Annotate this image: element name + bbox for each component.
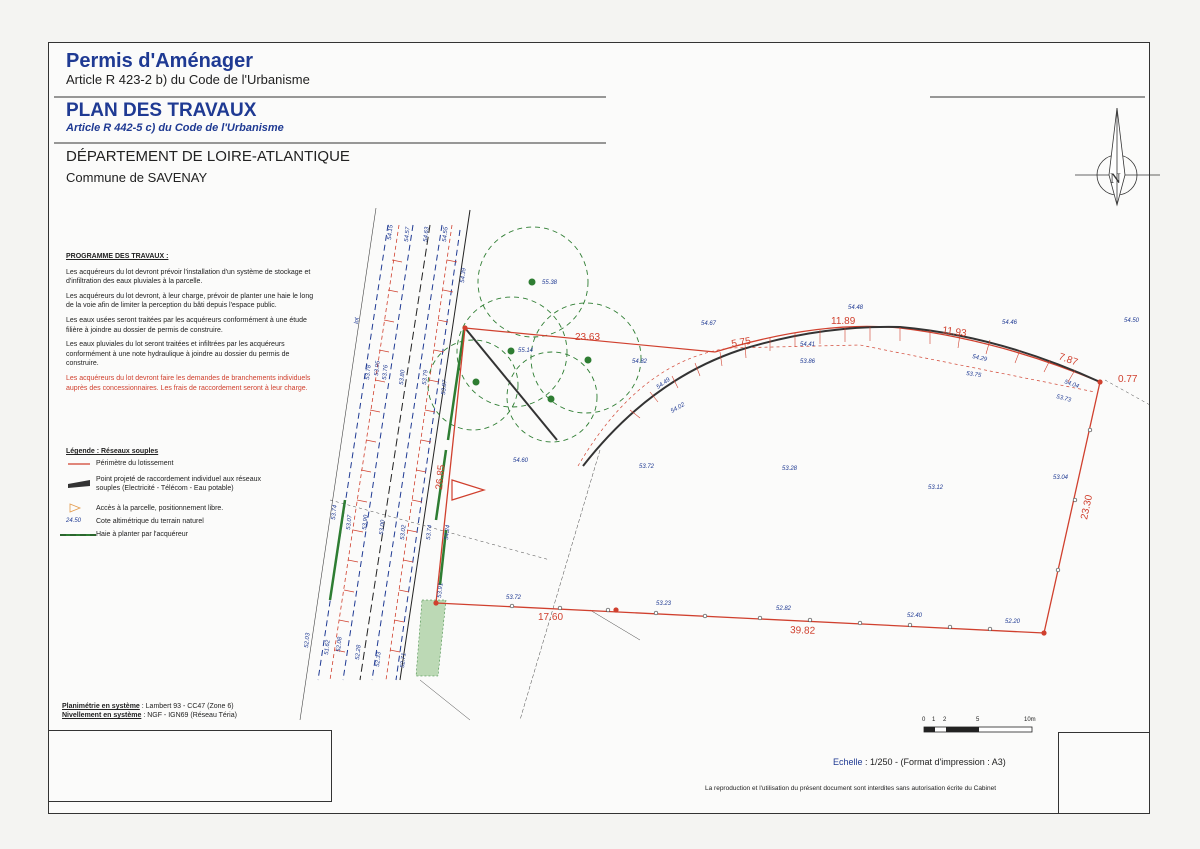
legend [66,448,296,538]
elevation: 53.00 [379,519,387,536]
nivel-value: : NGF - IGN69 (Réseau Téria) [141,712,237,719]
elevation: 53.73 [1055,394,1072,404]
elevation: 53.23 [656,601,672,607]
dim-label: 39.82 [789,625,816,637]
dim-label: 5.75 [730,335,752,350]
elevation: 54.63 [423,226,431,243]
elevation: 54.67 [701,321,717,327]
elevation: 53.07 [346,514,354,531]
elevation: 54.29 [971,354,988,364]
legend-label: Point projeté de raccordement individuel aux réseaux souples (Electricité - Télécom - Eau potable) [96,476,261,492]
setback-line [578,345,1095,466]
dim-label: 7.87 [1056,351,1080,369]
echelle-label: Echelle [833,757,863,767]
elevation: 53.75 [965,371,982,380]
elevation: 54.48 [848,305,864,311]
elevation: 54.57 [404,226,412,243]
elevation: 54.49 [655,377,672,391]
plan-title: PLAN DES TRAVAUX [66,100,257,121]
elevation: 53.74 [331,504,339,521]
corner-markers [433,325,1102,635]
elevation: 53.95 [374,360,382,377]
scale-label: 1 [932,717,936,723]
echelle-value: : 1/250 - (Format d'impression : A3) [862,757,1006,767]
elevation: 52.82 [776,606,792,612]
elevation: 54.46 [1002,320,1018,326]
plani-value: : Lambert 93 - CC47 (Zone 6) [139,703,234,710]
dim-label: 23.30 [1079,493,1096,521]
north-arrow-icon [1075,108,1160,205]
nivel-label: Nivellement en système [62,712,142,719]
elevation: 53.79 [422,369,430,386]
cartouche-right [1058,732,1150,814]
elevation: 54.41 [800,342,816,348]
elevation: 53.76 [382,364,390,381]
elevation: 53.72 [506,595,522,601]
elevation: 52.71 [400,652,408,669]
elevation: 54.39 [460,267,468,284]
programme-paragraph: Les eaux pluviales du lot seront traitées et infiltrées par les acquéreurs conformément à une note hydraulique à joindre au dossier du permis de construire. [66,341,290,368]
elevation: 55.38 [542,280,558,286]
programme-paragraph: Les acquéreurs du lot devront prévoir l'installation d'un système de stockage et d'infiltration des eaux pluviales à la parcelle. [66,268,311,286]
elevation: 54.24 [444,524,452,541]
elevation: 53.87 [441,379,449,396]
curve-ticks [630,327,1075,418]
reproduction-notice: La reproduction et l'utilisation du présent document sont interdites sans autorisation écrite du Cabinet [705,785,997,792]
grass-area [416,600,446,676]
commune: Commune de SAVENAY [66,170,208,185]
programme-warning: Les acquéreurs du lot devront faire les demandes de branchements individuels auprès des concessionnaires. Les frais de raccordement seront à leur charge. [66,374,311,392]
dim-label: 17.60 [538,612,564,623]
elevation: 52.20 [1005,619,1021,625]
elevation: 53.12 [928,485,944,491]
legend-label: Cote altimétrique du terrain naturel [96,518,204,525]
scale-bar [922,717,1036,732]
dim-label: 26.85 [434,464,448,491]
elevation: 53.72 [639,464,655,470]
page-subtitle: Article R 423-2 b) du Code de l'Urbanisme [66,72,310,87]
scale-label: 5 [976,717,980,723]
dim-label: 23.63 [575,332,601,343]
dimension-labels [434,316,1138,637]
scale-label: 10m [1024,717,1036,723]
echelle [833,757,1006,767]
elevation: 54.50 [1124,318,1140,324]
north-label: N [1110,171,1121,187]
elevation: 54.82 [632,359,648,365]
dim-label: 0.77 [1118,374,1138,385]
programme-paragraph: Les eaux usées seront traitées par les acquéreurs conformément à une étude filière à joindre au dossier de permis de construire. [66,316,307,334]
tree-trunks [473,279,592,403]
coordinate-systems [62,702,237,720]
elevation: 53.91 [437,582,445,599]
elevation: 53.86 [800,359,816,365]
programme-paragraph: Les acquéreurs du lot devront, à leur charge, prévoir de planter une haie le long de la voie afin de limiter la perception du bâti depuis l'espace public. [66,292,314,310]
page-title: Permis d'Aménager [66,50,254,72]
legend-label: Haie à planter par l'acquéreur [96,531,189,538]
legend-label: Périmètre du lotissement [96,460,174,467]
departement: DÉPARTEMENT DE LOIRE-ATLANTIQUE [66,148,350,165]
elevation: 54.55 [442,226,450,243]
elevation: 54.04 [1063,379,1080,391]
access-marker [452,480,484,500]
lot-perimeter [436,326,1100,633]
elevation: 52.03 [304,632,312,649]
elevation: 52.28 [355,644,363,661]
elevation: 53.74 [426,524,434,541]
legend-label: Accès à la parcelle, positionnement libre. [96,505,224,512]
scale-label: 2 [943,717,947,723]
elevation: 54.60 [513,458,529,464]
elevation: 53.80 [399,369,407,386]
programme-des-travaux [66,252,316,398]
elevation: 54.15 [387,224,395,241]
elevation: 55.14 [518,348,534,354]
elevation: 53.02 [400,524,408,541]
dim-label: 11.89 [831,316,856,327]
elevation: 53.04 [1053,475,1069,481]
cartouche-left [48,730,332,802]
dim-label: 11.93 [941,325,968,340]
plan-subtitle: Article R 442-5 c) du Code de l'Urbanisme [66,122,284,134]
scale-label: 0 [922,717,926,723]
lot-label: lot [354,317,361,325]
hedge [330,330,464,600]
plani-label: Planimétrie en système [62,703,140,710]
elevation: 51.62 [324,639,332,656]
legend-code: 24.50 [66,518,82,524]
elevation: 54.02 [670,402,687,415]
elevation: 53.78 [365,364,373,381]
programme-heading: PROGRAMME DES TRAVAUX : [66,253,169,260]
elevation: 52.40 [907,613,923,619]
elevation: 53.28 [782,466,798,472]
elevation: 52.08 [336,636,344,653]
elevation: 52.33 [375,651,383,668]
elevation: 53.90 [362,514,370,531]
legend-heading: Légende : Réseaux souples [66,448,159,455]
